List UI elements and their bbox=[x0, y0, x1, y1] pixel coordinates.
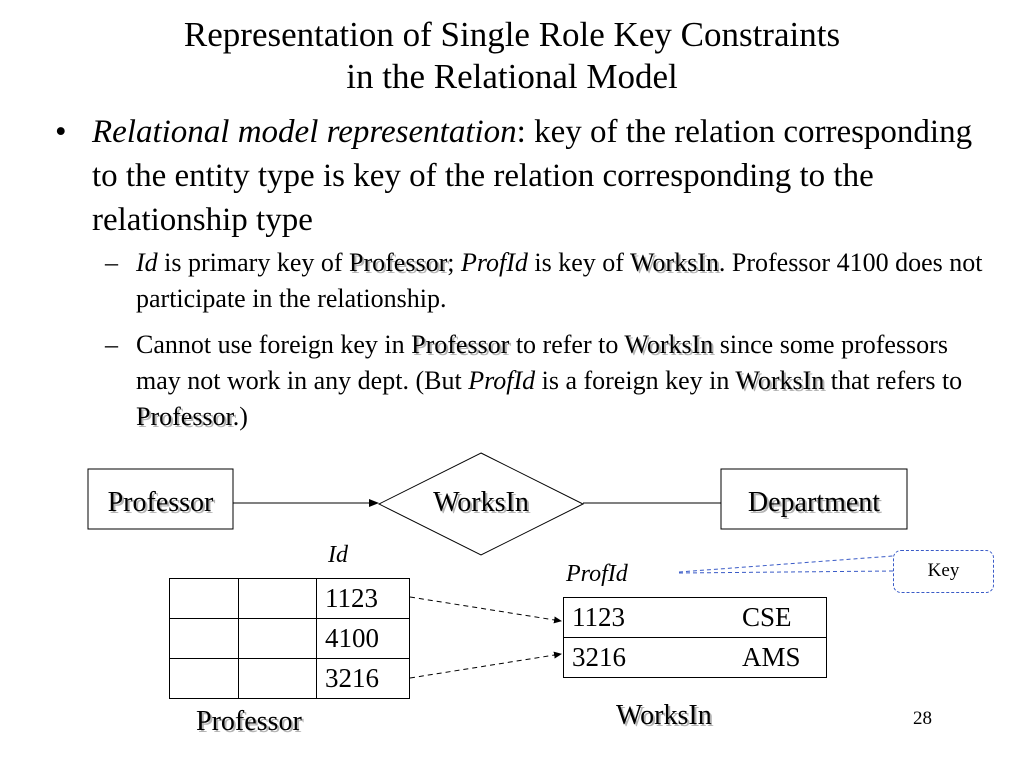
table-cell bbox=[656, 638, 734, 678]
term-id: Id bbox=[136, 248, 158, 277]
page-number: 28 bbox=[913, 708, 932, 729]
title-line-2: in the Relational Model bbox=[346, 57, 678, 96]
sub1-text-d: . Professor 4100 does not participate in the relationship. bbox=[136, 248, 983, 313]
sub2-text-a: Cannot use foreign key in bbox=[136, 330, 412, 359]
table-cell bbox=[239, 619, 317, 659]
table-row bbox=[564, 638, 827, 678]
profid-column-label: ProfId bbox=[566, 561, 628, 587]
table-cell: 3216 bbox=[317, 659, 410, 699]
entity-professor-label: Professor bbox=[107, 487, 214, 518]
sub-bullet-2-text bbox=[136, 327, 985, 435]
table-cell bbox=[170, 619, 239, 659]
sub1-text-c: is key of bbox=[527, 248, 630, 277]
table-row bbox=[170, 619, 410, 659]
bullet-text bbox=[92, 110, 995, 242]
term-worksin: WorksIn bbox=[624, 330, 714, 359]
sub-bullet-1 bbox=[105, 245, 985, 317]
relationship-worksin-label: WorksIn bbox=[433, 487, 529, 518]
slide-title bbox=[0, 14, 1024, 98]
sub-bullet-1-marker: – bbox=[105, 248, 118, 277]
table-cell bbox=[170, 579, 239, 619]
table-row bbox=[170, 659, 410, 699]
sub1-text-a: is primary key of bbox=[157, 248, 350, 277]
bullet-rest: : key of the relation corresponding to the entity type is key of the relation corresponding to the relationship type bbox=[92, 114, 973, 238]
callout-pointer bbox=[679, 556, 893, 572]
worksin-table bbox=[563, 597, 827, 678]
professor-table bbox=[169, 578, 410, 699]
table-cell: 1123 bbox=[564, 598, 657, 638]
title-line-1: Representation of Single Role Key Constraints bbox=[183, 15, 841, 54]
table-cell: AMS bbox=[734, 638, 827, 678]
bullet-marker: • bbox=[55, 114, 67, 150]
term-worksin: WorksIn bbox=[629, 248, 719, 277]
table-row bbox=[564, 598, 827, 638]
sub2-text-b: to refer to bbox=[509, 330, 625, 359]
term-professor: Professor bbox=[136, 402, 233, 431]
callout-pointer-2 bbox=[679, 571, 893, 573]
term-worksin: WorksIn bbox=[735, 366, 825, 395]
table-row bbox=[170, 579, 410, 619]
sub2-text-f: .) bbox=[232, 402, 248, 431]
table-cell bbox=[239, 579, 317, 619]
entity-department-label: Department bbox=[747, 487, 881, 518]
table-cell: 1123 bbox=[317, 579, 410, 619]
sub2-text-c: since some professors may not work in any dept. (But bbox=[136, 330, 948, 395]
sub2-text-d: is a foreign key in bbox=[535, 366, 736, 395]
table-cell: CSE bbox=[734, 598, 827, 638]
table-cell bbox=[239, 659, 317, 699]
table-cell bbox=[170, 659, 239, 699]
main-bullet bbox=[55, 110, 995, 242]
professor-table-caption: Professor bbox=[196, 706, 302, 737]
term-professor: Professor bbox=[349, 248, 448, 277]
fk-arrow-1123 bbox=[410, 597, 561, 621]
bullet-lead: Relational model representation bbox=[92, 114, 517, 150]
sub2-text-e: that refers to bbox=[824, 366, 963, 395]
table-cell: 4100 bbox=[317, 619, 410, 659]
term-professor: Professor bbox=[411, 330, 510, 359]
sub-bullet-1-text bbox=[136, 245, 985, 317]
key-callout bbox=[893, 550, 994, 593]
sub1-text-b: ; bbox=[447, 248, 461, 277]
sub-bullet-2 bbox=[105, 327, 985, 435]
table-cell bbox=[656, 598, 734, 638]
term-profid: ProfId bbox=[460, 248, 528, 277]
id-column-label: Id bbox=[328, 542, 348, 568]
key-callout-label: Key bbox=[927, 560, 960, 581]
table-cell: 3216 bbox=[564, 638, 657, 678]
fk-arrow-3216 bbox=[410, 654, 561, 678]
term-profid: ProfId bbox=[468, 366, 536, 395]
sub-bullet-2-marker: – bbox=[105, 330, 118, 359]
worksin-table-caption: WorksIn bbox=[616, 700, 712, 731]
